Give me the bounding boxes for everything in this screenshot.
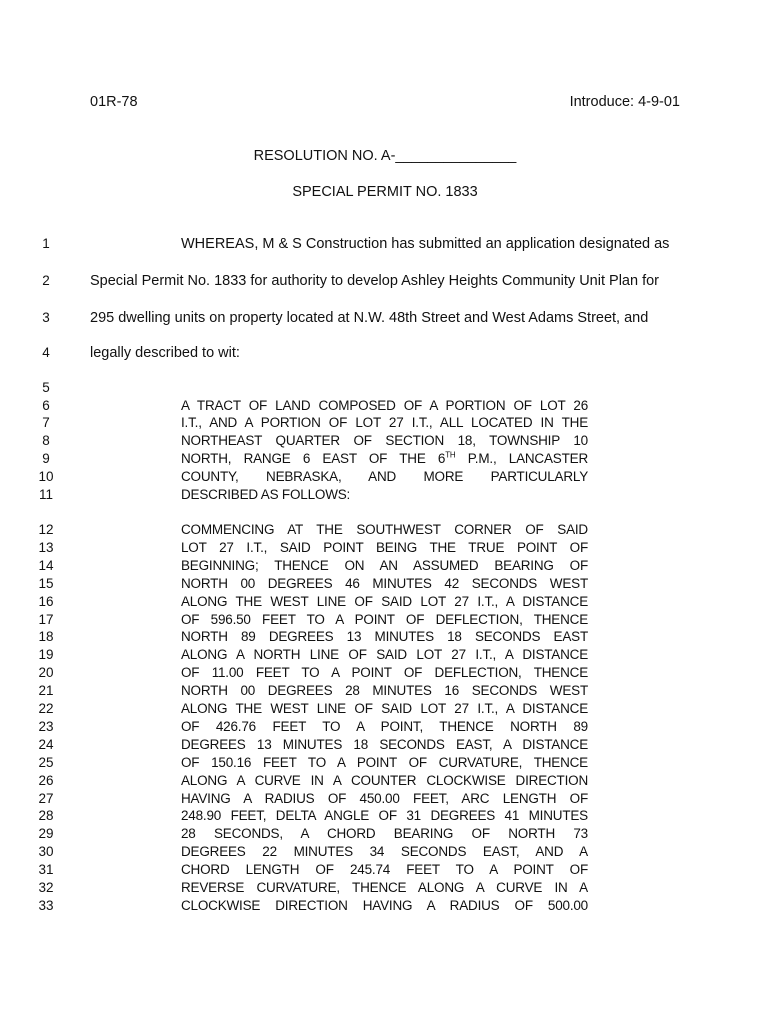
line-number: 4 [42, 345, 50, 360]
line-number: 2 [42, 273, 50, 288]
line-number: 1 [42, 236, 50, 251]
paragraph-line: Special Permit No. 1833 for authority to develop Ashley Heights Community Unit Plan for [90, 273, 659, 289]
legal-text-line: ALONG THE WEST LINE OF SAID LOT 27 I.T., A DISTANCE [181, 594, 588, 609]
paragraph-line: legally described to wit: [90, 345, 240, 361]
line-number: 33 [38, 898, 54, 913]
line-number: 10 [38, 469, 54, 484]
line-number: 20 [38, 665, 54, 680]
legal-text-line: CHORD LENGTH OF 245.74 FEET TO A POINT OF [181, 862, 588, 877]
line-number: 13 [38, 540, 54, 555]
line-number: 32 [38, 880, 54, 895]
line-number: 26 [38, 773, 54, 788]
legal-text-line: ALONG A CURVE IN A COUNTER CLOCKWISE DIRECTION [181, 773, 588, 788]
line-number: 15 [38, 576, 54, 591]
legal-text-line: LOT 27 I.T., SAID POINT BEING THE TRUE POINT OF [181, 540, 588, 555]
legal-text-line: NORTH 00 DEGREES 46 MINUTES 42 SECONDS WEST [181, 576, 588, 591]
line-number: 12 [38, 522, 54, 537]
paragraph-line: WHEREAS, M & S Construction has submitted an application designated as [181, 236, 670, 252]
line-number: 7 [42, 415, 50, 430]
legal-text-line: DEGREES 13 MINUTES 18 SECONDS EAST, A DISTANCE [181, 737, 588, 752]
line-number: 31 [38, 862, 54, 877]
legal-text-line: NORTH 00 DEGREES 28 MINUTES 16 SECONDS WEST [181, 683, 588, 698]
paragraph-line: 295 dwelling units on property located at N.W. 48th Street and West Adams Street, and [90, 310, 649, 326]
legal-text-line: OF 426.76 FEET TO A POINT, THENCE NORTH 89 [181, 719, 588, 734]
legal-text-line: OF 596.50 FEET TO A POINT OF DEFLECTION, THENCE [181, 612, 588, 627]
resolution-title: RESOLUTION NO. A-_______________ [253, 148, 517, 164]
line-number: 23 [38, 719, 54, 734]
introduced-date: Introduce: 4-9-01 [569, 94, 680, 110]
line-number: 22 [38, 701, 54, 716]
document-code: 01R-78 [90, 94, 138, 110]
line-number: 30 [38, 844, 54, 859]
legal-text-line: I.T., AND A PORTION OF LOT 27 I.T., ALL LOCATED IN THE [181, 415, 588, 430]
line-number: 18 [38, 629, 54, 644]
legal-text-line: COUNTY, NEBRASKA, AND MORE PARTICULARLY [181, 469, 588, 484]
legal-text-segment: P.M., LANCASTER [455, 451, 588, 466]
special-permit-title: SPECIAL PERMIT NO. 1833 [292, 184, 478, 200]
line-number: 28 [38, 808, 54, 823]
legal-text-line: A TRACT OF LAND COMPOSED OF A PORTION OF LOT 26 [181, 398, 588, 413]
legal-text-line: COMMENCING AT THE SOUTHWEST CORNER OF SAID [181, 522, 588, 537]
line-number: 9 [42, 451, 50, 466]
line-number: 11 [38, 487, 53, 502]
line-number: 16 [38, 594, 54, 609]
legal-text-segment: NORTH, RANGE 6 EAST OF THE 6 [181, 451, 446, 466]
ordinal-superscript: TH [445, 450, 456, 460]
legal-text-line: REVERSE CURVATURE, THENCE ALONG A CURVE IN A [181, 880, 588, 895]
legal-text-line: NORTHEAST QUARTER OF SECTION 18, TOWNSHIP 10 [181, 433, 588, 448]
line-number: 19 [38, 647, 54, 662]
line-number: 5 [42, 380, 50, 395]
legal-text-line: NORTH 89 DEGREES 13 MINUTES 18 SECONDS EAST [181, 629, 588, 644]
legal-text-line: 248.90 FEET, DELTA ANGLE OF 31 DEGREES 41 MINUTES [181, 808, 588, 823]
legal-text-line: CLOCKWISE DIRECTION HAVING A RADIUS OF 500.00 [181, 898, 588, 913]
line-number: 8 [42, 433, 50, 448]
legal-text-line: DEGREES 22 MINUTES 34 SECONDS EAST, AND A [181, 844, 588, 859]
line-number: 25 [38, 755, 54, 770]
legal-text-line [181, 451, 588, 466]
line-number: 6 [42, 398, 50, 413]
line-number: 14 [38, 558, 54, 573]
legal-text-line: BEGINNING; THENCE ON AN ASSUMED BEARING OF [181, 558, 588, 573]
line-number: 3 [42, 310, 50, 325]
line-number: 21 [38, 683, 54, 698]
legal-text-line: OF 150.16 FEET TO A POINT OF CURVATURE, THENCE [181, 755, 588, 770]
line-number: 27 [38, 791, 54, 806]
legal-text-line: HAVING A RADIUS OF 450.00 FEET, ARC LENGTH OF [181, 791, 588, 806]
legal-text-line: 28 SECONDS, A CHORD BEARING OF NORTH 73 [181, 826, 588, 841]
legal-text-line: ALONG THE WEST LINE OF SAID LOT 27 I.T., A DISTANCE [181, 701, 588, 716]
line-number: 24 [38, 737, 54, 752]
line-number: 29 [38, 826, 54, 841]
legal-text-line: OF 11.00 FEET TO A POINT OF DEFLECTION, THENCE [181, 665, 588, 680]
legal-text-line: ALONG A NORTH LINE OF SAID LOT 27 I.T., A DISTANCE [181, 647, 588, 662]
legal-text-line: DESCRIBED AS FOLLOWS: [181, 487, 351, 502]
line-number: 17 [38, 612, 54, 627]
